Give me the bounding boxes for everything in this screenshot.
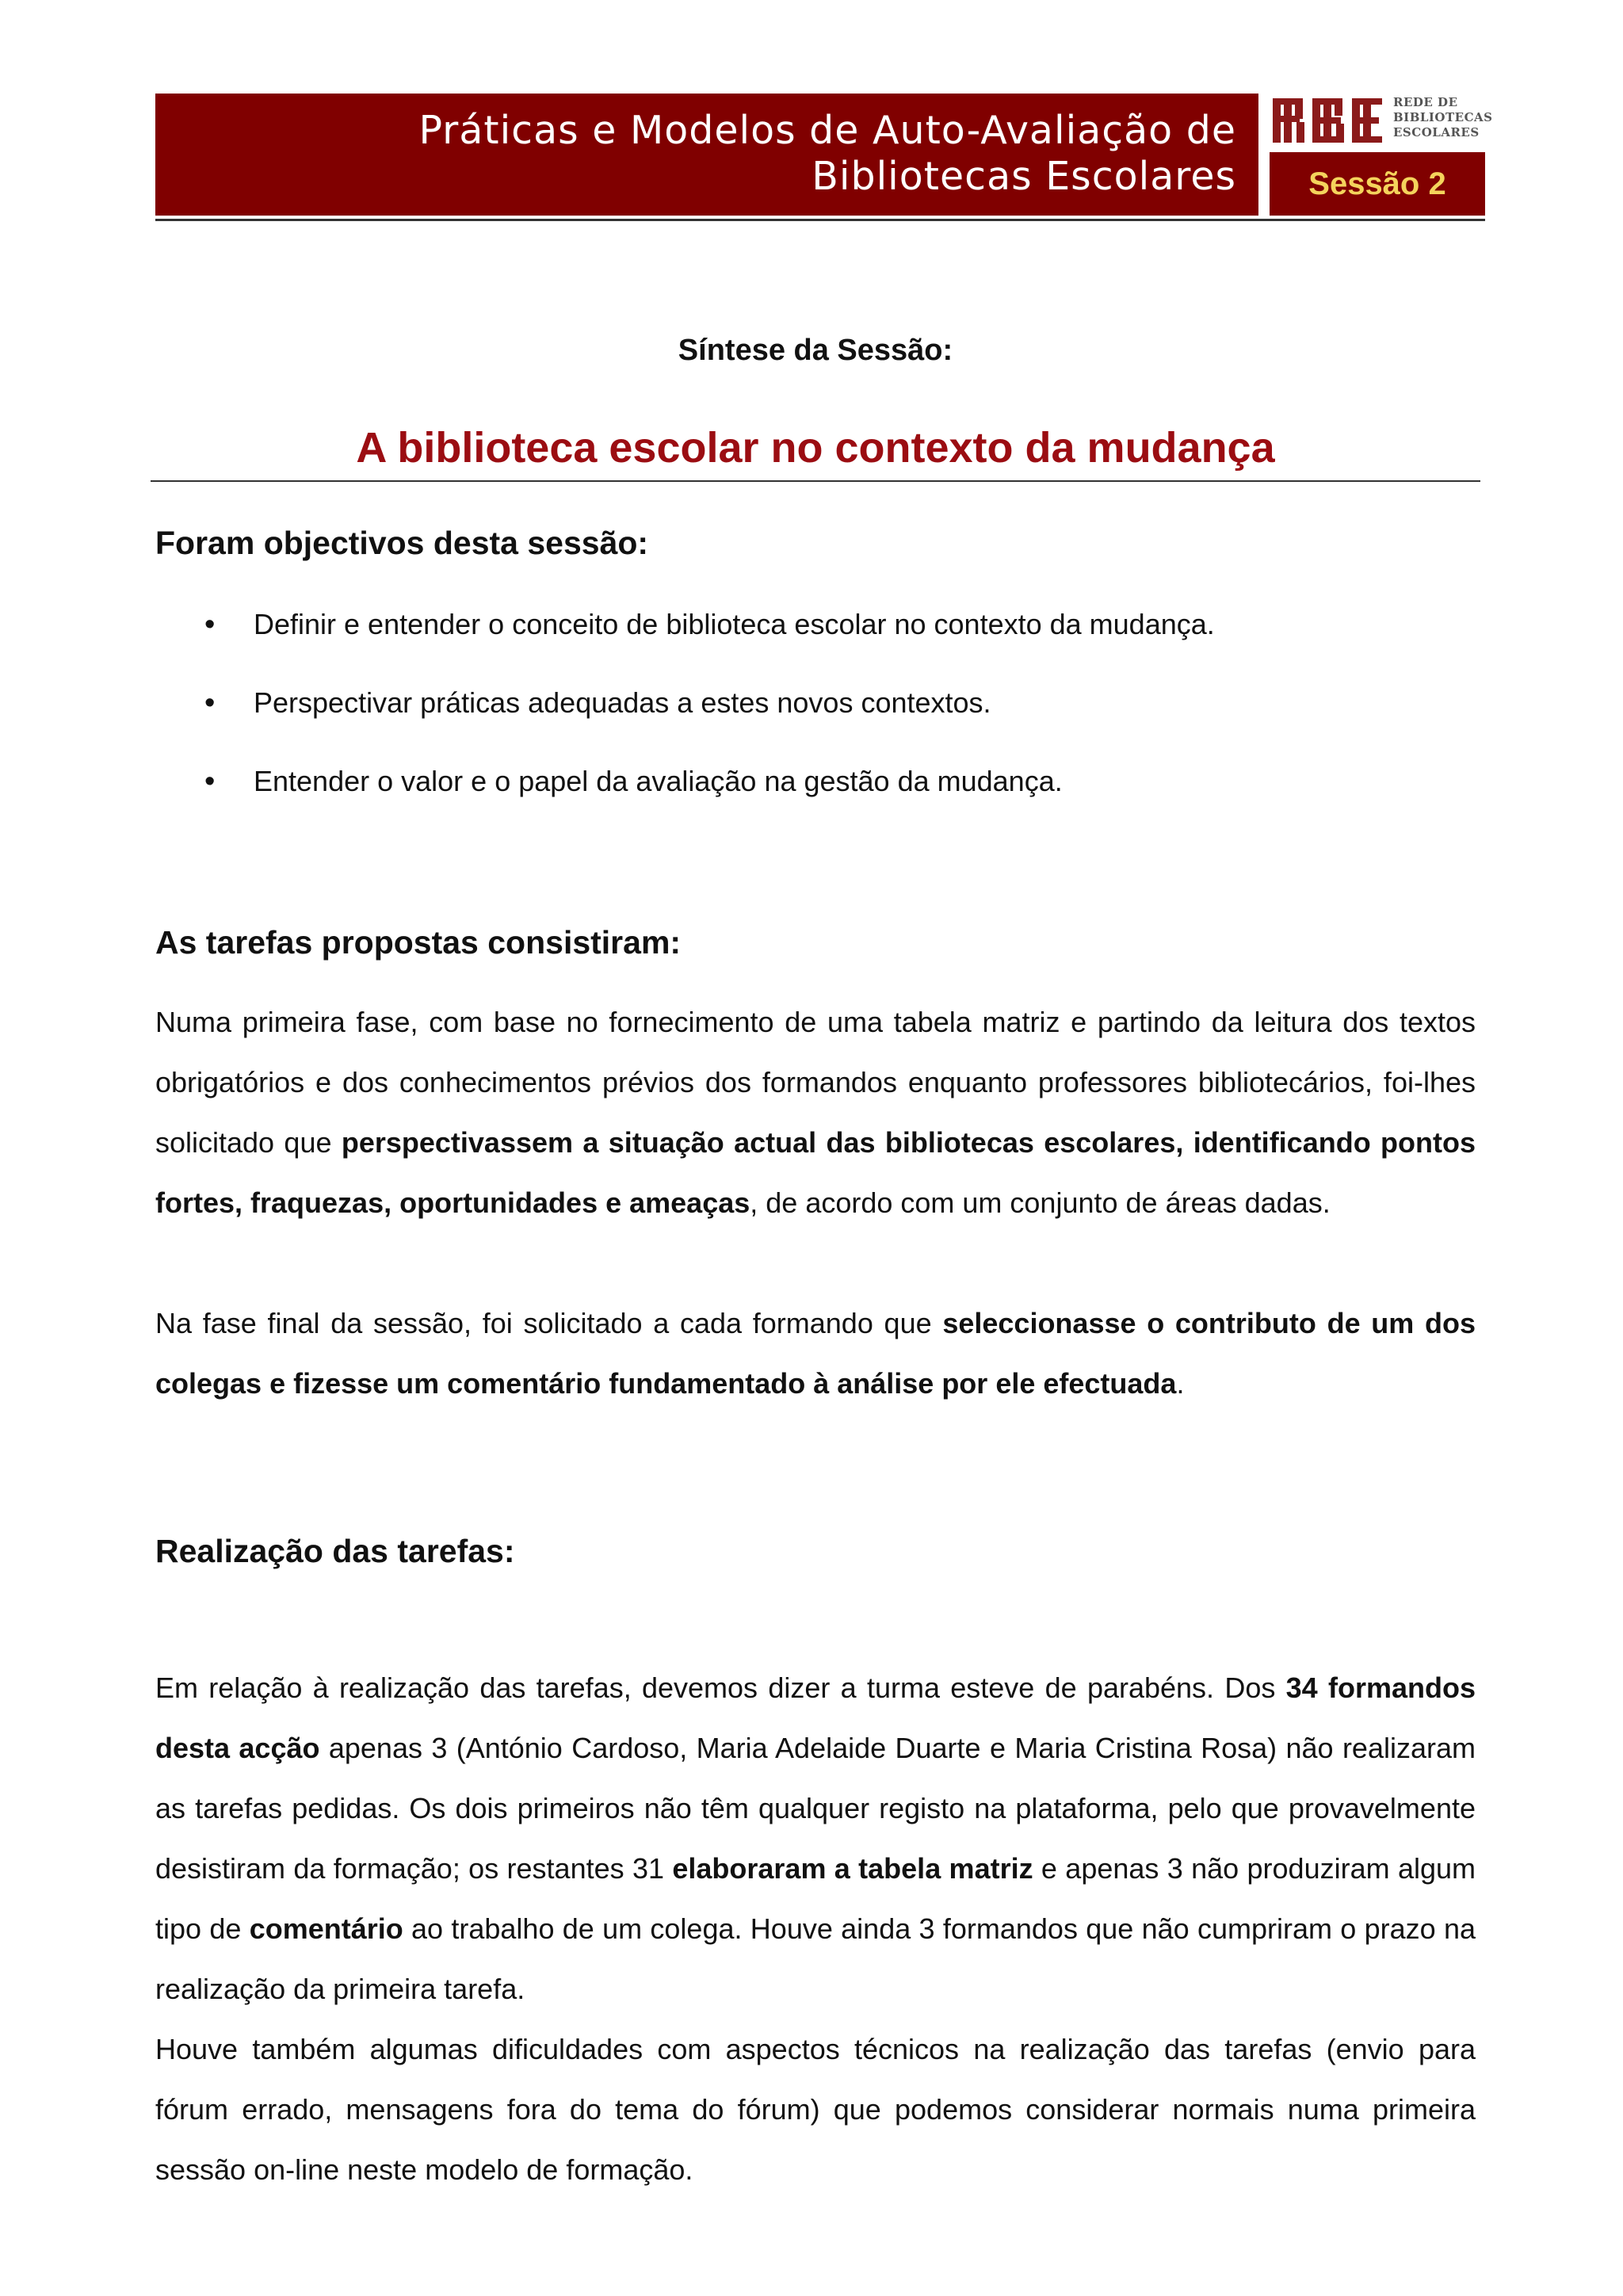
realization-heading: Realização das tarefas: bbox=[155, 1533, 515, 1569]
header-title-line2: Bibliotecas Escolares bbox=[812, 154, 1236, 199]
objective-item: • Perspectivar práticas adequadas a estes novos contextos. bbox=[155, 683, 1476, 762]
rbe-logo-icon bbox=[1273, 97, 1384, 144]
header-title-line1: Práticas e Modelos de Auto-Avaliação de bbox=[418, 108, 1236, 153]
objectives-list bbox=[155, 605, 1476, 840]
title-divider bbox=[151, 480, 1480, 482]
realization-paragraph-2: Houve também algumas dificuldades com aspectos técnicos na realização das tarefas (envio para fórum errado, mensagens fora do tema do fórum) que podemos considerar normais numa primeira sessão on-line neste modelo de formação. bbox=[155, 2033, 1476, 2186]
header-band bbox=[155, 94, 1258, 216]
document-title: A biblioteca escolar no contexto da mudança bbox=[356, 424, 1275, 472]
document-header bbox=[155, 94, 1493, 222]
objective-item: • Definir e entender o conceito de biblioteca escolar no contexto da mudança. bbox=[155, 605, 1476, 683]
objectives-heading: Foram objectivos desta sessão: bbox=[155, 525, 649, 561]
session-label: Sessão 2 bbox=[1308, 166, 1446, 201]
tasks-heading: As tarefas propostas consistiram: bbox=[155, 924, 682, 961]
realization-paragraph-1: Em relação à realização das tarefas, devemos dizer a turma esteve de parabéns. Dos 34 formandos desta acção apenas 3 (António Cardoso, Maria Adelaide Duarte e Maria Cristina Rosa) não realizaram as tarefas pedidas. Os dois primeiros não têm qualquer registo na plataforma, pelo que provavelmente desistiram da formação; os restantes 31 elaboraram a tabela matriz e apenas 3 não produziram algum tipo de comentário ao trabalho de um colega. Houve ainda 3 formandos que não cumpriram o prazo na realização da primeira tarefa. bbox=[155, 1671, 1476, 2005]
tasks-paragraph-1: Numa primeira fase, com base no fornecimento de uma tabela matriz e partindo da leitura dos textos obrigatórios e dos conhecimentos prévios dos formandos enquanto professores bibliotecários, foi-lhes solicitado que perspectivassem a situação actual das bibliotecas escolares, identificando pontos fortes, fraquezas, oportunidades e ameaças, de acordo com um conjunto de áreas dadas. bbox=[155, 1006, 1476, 1219]
header-divider bbox=[155, 219, 1485, 221]
tasks-paragraph-2: Na fase final da sessão, foi solicitado a cada formando que seleccionasse o contributo de um dos colegas e fizesse um comentário fundamentado à análise por ele efectuada. bbox=[155, 1307, 1476, 1400]
header-title bbox=[419, 108, 1237, 200]
rbe-logo-text: REDE DE BIBLIOTECAS ESCOLARES bbox=[1393, 95, 1493, 139]
document-subtitle: Síntese da Sessão: bbox=[678, 334, 953, 367]
session-badge bbox=[1270, 152, 1485, 216]
objective-item: • Entender o valor e o papel da avaliação na gestão da mudança. bbox=[155, 762, 1476, 840]
